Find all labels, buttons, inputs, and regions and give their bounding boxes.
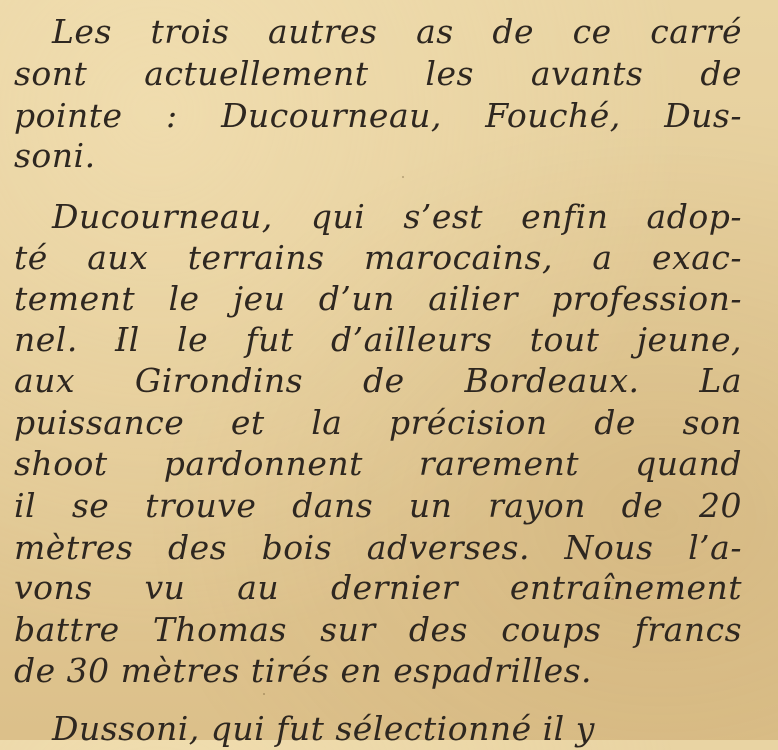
paragraph-2-line-7: shoot pardonnent rarement quand [14, 444, 742, 483]
paper-speck [263, 693, 265, 695]
paragraph-2-line-9: mètres des bois adverses. Nous l’a- [14, 528, 742, 567]
paragraph-2-line-1: Ducourneau, qui s’est enfin adop- [52, 197, 742, 236]
paper-speck [118, 337, 121, 340]
paragraph-2-line-6: puissance et la précision de son [14, 403, 742, 442]
paragraph-2-line-5: aux Girondins de Bordeaux. La [14, 361, 742, 400]
paragraph-2-line-3: tement le jeu d’un ailier profession- [14, 279, 742, 318]
paper-speck [611, 598, 614, 600]
paragraph-2-line-2: té aux terrains marocains, a exac- [14, 238, 742, 277]
paragraph-1-line-2: sont actuellement les avants de [14, 54, 742, 93]
paragraph-3-line-1: Dussoni, qui fut sélectionné il y [52, 709, 595, 748]
paragraph-1-line-1: Les trois autres as de ce carré [52, 12, 742, 51]
paragraph-1-line-3: pointe : Ducourneau, Fouché, Dus- [14, 96, 742, 135]
paragraph-2-line-10: vons vu au dernier entraînement [14, 568, 742, 607]
paragraph-2-line-11: battre Thomas sur des coups francs [14, 610, 742, 649]
paragraph-1-line-4: soni. [14, 136, 96, 175]
paragraph-2-line-8: il se trouve dans un rayon de 20 [14, 486, 742, 525]
paragraph-2-line-12: de 30 mètres tirés en espadrilles. [14, 651, 593, 690]
paragraph-2-line-4: nel. Il le fut d’ailleurs tout jeune, [14, 320, 742, 359]
paper-speck [402, 176, 404, 178]
